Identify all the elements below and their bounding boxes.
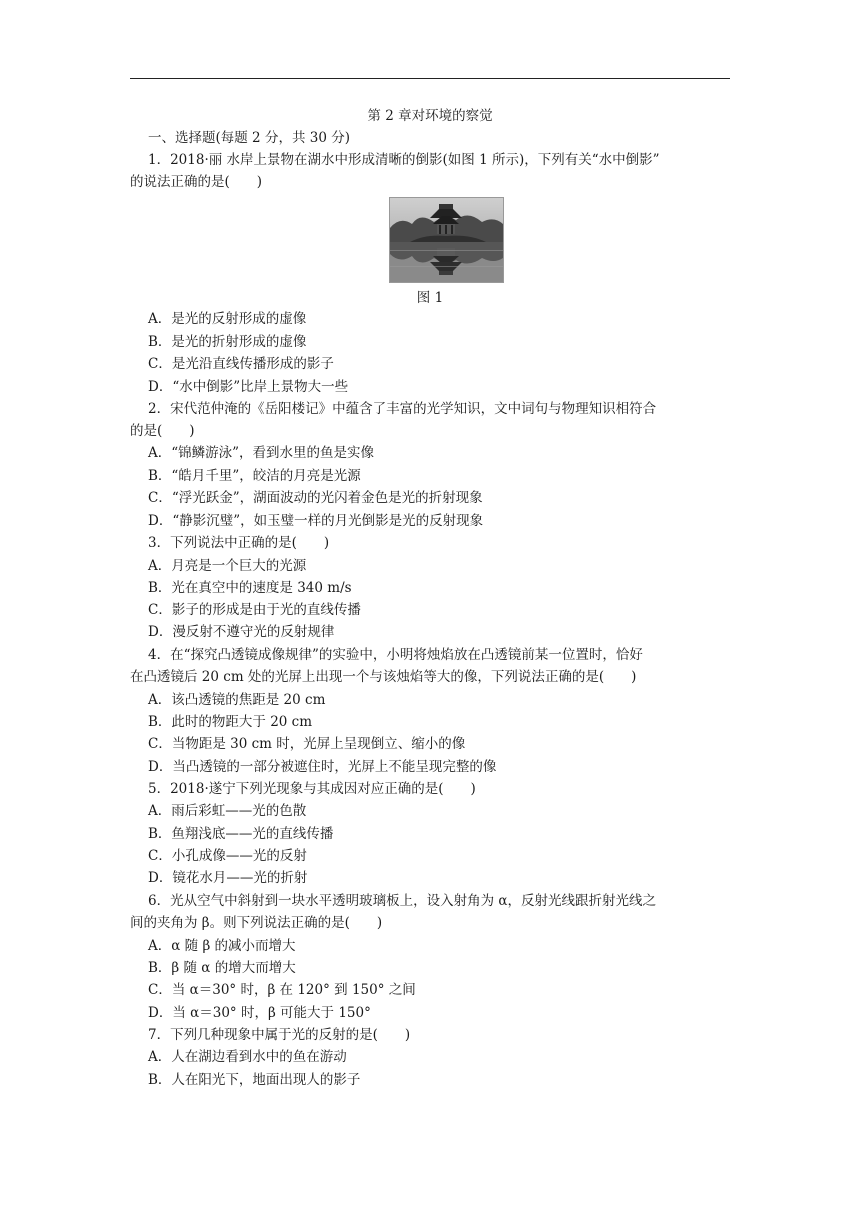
q1-option-a: A．是光的反射形成的虚像: [148, 311, 307, 327]
q7-option-a: A．人在湖边看到水中的鱼在游动: [148, 1049, 347, 1065]
q2-option-a: A．“锦鳞游泳”，看到水里的鱼是实像: [148, 445, 375, 461]
q6-option-d: D．当 α＝30° 时，β 可能大于 150°: [148, 1005, 371, 1021]
q6-line-1: 6．光从空气中斜射到一块水平透明玻璃板上，设入射角为 α，反射光线跟折射光线之: [148, 893, 656, 909]
section-heading: 一、选择题(每题 2 分，共 30 分): [148, 130, 350, 146]
q1-line-2: 的说法正确的是( ): [130, 174, 263, 190]
q6-option-a: A．α 随 β 的减小而增大: [148, 938, 296, 954]
q5-option-b: B．鱼翔浅底——光的直线传播: [148, 826, 334, 842]
q2-line-1: 2．宋代范仲淹的《岳阳楼记》中蕴含了丰富的光学知识，文中词句与物理知识相符合: [148, 401, 657, 417]
q2-line-2: 的是( ): [130, 423, 195, 439]
q6-option-b: B．β 随 α 的增大而增大: [148, 960, 296, 976]
q1-option-b: B．是光的折射形成的虚像: [148, 334, 307, 350]
q1-option-d: D．“水中倒影”比岸上景物大一些: [148, 379, 349, 395]
q1-line-1: 1．2018·丽 水岸上景物在湖水中形成清晰的倒影(如图 1 所示)，下列有关“水中倒影”: [148, 152, 660, 168]
q4-option-d: D．当凸透镜的一部分被遮住时，光屏上不能呈现完整的像: [148, 759, 497, 775]
q3-option-c: C．影子的形成是由于光的直线传播: [148, 602, 361, 618]
q3-option-d: D．漫反射不遵守光的反射规律: [148, 624, 335, 640]
q4-option-a: A．该凸透镜的焦距是 20 cm: [148, 692, 326, 708]
q1-option-c: C．是光沿直线传播形成的影子: [148, 356, 334, 372]
q5-option-c: C．小孔成像——光的反射: [148, 848, 307, 864]
q4-option-c: C．当物距是 30 cm 时，光屏上呈现倒立、缩小的像: [148, 736, 466, 752]
q5-line-1: 5．2018·遂宁下列光现象与其成因对应正确的是( ): [148, 781, 476, 797]
pavilion-reflection-photo: [389, 197, 504, 283]
q5-option-d: D．镜花水月——光的折射: [148, 870, 308, 886]
header-rule: [130, 78, 730, 79]
q7-option-b: B．人在阳光下，地面出现人的影子: [148, 1072, 361, 1088]
q2-option-b: B．“皓月千里”，皎洁的月亮是光源: [148, 468, 361, 484]
q2-option-c: C．“浮光跃金”，湖面波动的光闪着金色是光的折射现象: [148, 490, 483, 506]
q3-option-a: A．月亮是一个巨大的光源: [148, 558, 307, 574]
q6-line-2: 间的夹角为 β。则下列说法正确的是( ): [130, 915, 383, 931]
q4-line-1: 4．在“探究凸透镜成像规律”的实验中，小明将烛焰放在凸透镜前某一位置时，恰好: [148, 647, 643, 663]
q7-line-1: 7．下列几种现象中属于光的反射的是( ): [148, 1027, 411, 1043]
q5-option-a: A．雨后彩虹——光的色散: [148, 803, 307, 819]
q3-line-1: 3．下列说法中正确的是( ): [148, 535, 330, 551]
q6-option-c: C．当 α＝30° 时，β 在 120° 到 150° 之间: [148, 982, 416, 998]
q4-option-b: B．此时的物距大于 20 cm: [148, 714, 313, 730]
q4-line-2: 在凸透镜后 20 cm 处的光屏上出现一个与该烛焰等大的像，下列说法正确的是( ): [130, 669, 637, 685]
q2-option-d: D．“静影沉璧”，如玉璧一样的月光倒影是光的反射现象: [148, 513, 484, 529]
page-title: 第 2 章对环境的察觉: [367, 108, 493, 124]
q3-option-b: B．光在真空中的速度是 340 m/s: [148, 580, 352, 596]
figure-image: [390, 198, 503, 282]
figure-caption: 图 1: [416, 290, 444, 306]
